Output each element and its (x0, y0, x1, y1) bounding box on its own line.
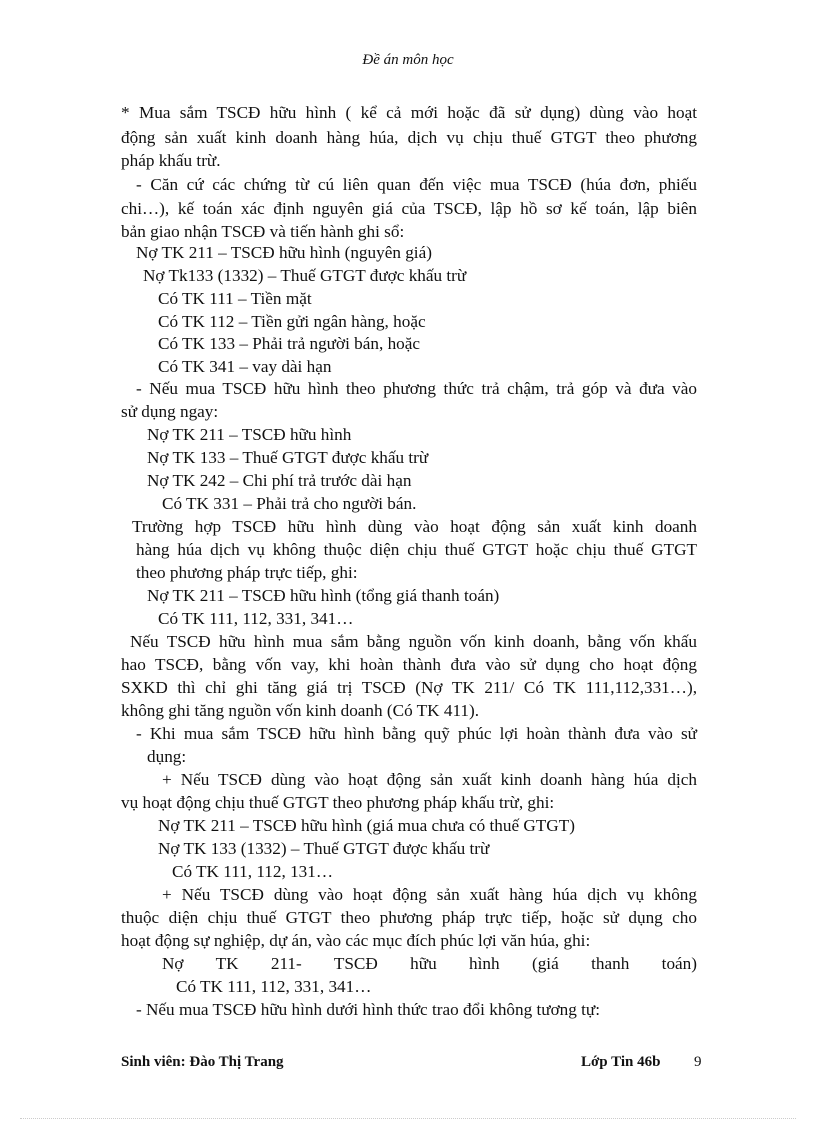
text-line: hao TSCĐ, bằng vốn vay, khi hoàn thành đưa vào sử dụng cho hoạt động (121, 655, 697, 674)
journal-entry-line: Nợ TK 133 – Thuế GTGT được khấu trừ (147, 448, 429, 467)
journal-entry-line: Có TK 111, 112, 331, 341… (176, 977, 372, 996)
text-line: pháp khấu trừ. (121, 151, 221, 170)
text-line: - Nếu mua TSCĐ hữu hình theo phương thức trả chậm, trả góp và đưa vào (136, 379, 697, 398)
journal-entry-line: Có TK 341 – vay dài hạn (158, 357, 332, 376)
text-line: chi…), kế toán xác định nguyên giá của TSCĐ, lập hồ sơ kế toán, lập biên (121, 199, 697, 218)
text-line: không ghi tăng nguồn vốn kinh doanh (Có TK 411). (121, 701, 480, 720)
journal-entry-line: Có TK 112 – Tiền gửi ngân hàng, hoặc (158, 312, 426, 331)
text-line: dụng: (147, 747, 187, 766)
text-line: Trường hợp TSCĐ hữu hình dùng vào hoạt động sản xuất kinh doanh (132, 517, 697, 536)
text-line: theo phương pháp trực tiếp, ghi: (136, 563, 358, 582)
journal-entry-line: Nợ TK 133 (1332) – Thuế GTGT được khấu trừ (158, 839, 490, 858)
text-line: Nếu TSCĐ hữu hình mua sắm bằng nguồn vốn kinh doanh, bằng vốn khấu (130, 632, 697, 651)
journal-entry-line: Nợ TK 211 – TSCĐ hữu hình (nguyên giá) (136, 243, 432, 262)
text-line: bản giao nhận TSCĐ và tiến hành ghi sổ: (121, 222, 405, 241)
journal-entry-line: Nợ TK 211 – TSCĐ hữu hình (giá mua chưa có thuế GTGT) (158, 816, 575, 835)
text-line: hoạt động sự nghiệp, dự án, vào các mục đích phúc lợi văn húa, ghi: (121, 931, 591, 950)
journal-entry-line: Có TK 111, 112, 131… (172, 862, 334, 881)
text-line: SXKD thì chỉ ghi tăng giá trị TSCĐ (Nợ TK 211/ Có TK 111,112,331…), (121, 678, 697, 697)
journal-entry-line: Nợ TK 211 – TSCĐ hữu hình (tổng giá thanh toán) (147, 586, 500, 605)
journal-entry-line: Nợ TK 211- TSCĐ hữu hình (giá thanh toán) (162, 954, 697, 973)
text-line: sử dụng ngay: (121, 402, 219, 421)
text-line: thuộc diện chịu thuế GTGT theo phương pháp trực tiếp, hoặc sử dụng cho (121, 908, 697, 927)
text-line: vụ hoạt động chịu thuế GTGT theo phương pháp khấu trừ, ghi: (121, 793, 555, 812)
text-line: + Nếu TSCĐ dùng vào hoạt động sản xuất hàng húa dịch vụ không (162, 885, 697, 904)
text-line: - Khi mua sắm TSCĐ hữu hình bằng quỹ phúc lợi hoàn thành đưa vào sử (136, 724, 697, 743)
text-line: - Nếu mua TSCĐ hữu hình dưới hình thức trao đổi không tương tự: (136, 1000, 601, 1019)
bottom-dotted-rule (20, 1118, 796, 1119)
text-line: + Nếu TSCĐ dùng vào hoạt động sản xuất kinh doanh hàng húa dịch (162, 770, 697, 789)
text-line: động sản xuất kinh doanh hàng húa, dịch vụ chịu thuế GTGT theo phương (121, 128, 697, 147)
footer-student: Sinh viên: Đào Thị Trang (121, 1054, 284, 1070)
footer-class: Lớp Tin 46b (581, 1054, 661, 1070)
text-line: * Mua sắm TSCĐ hữu hình ( kể cả mới hoặc đã sử dụng) dùng vào hoạt (121, 103, 697, 122)
journal-entry-line: Có TK 133 – Phải trả người bán, hoặc (158, 334, 421, 353)
page-number: 9 (694, 1054, 702, 1070)
journal-entry-line: Nợ TK 242 – Chi phí trả trước dài hạn (147, 471, 412, 490)
journal-entry-line: Có TK 111 – Tiền mặt (158, 289, 312, 308)
journal-entry-line: Có TK 331 – Phải trả cho người bán. (162, 494, 417, 513)
journal-entry-line: Có TK 111, 112, 331, 341… (158, 609, 354, 628)
page-header: Đề án môn học (362, 52, 454, 68)
journal-entry-line: Nợ TK 211 – TSCĐ hữu hình (147, 425, 352, 444)
text-line: - Căn cứ các chứng từ cú liên quan đến việc mua TSCĐ (húa đơn, phiếu (136, 175, 697, 194)
text-line: hàng húa dịch vụ không thuộc diện chịu thuế GTGT hoặc chịu thuế GTGT (136, 540, 697, 559)
journal-entry-line: Nợ Tk133 (1332) – Thuế GTGT được khấu trừ (143, 266, 467, 285)
